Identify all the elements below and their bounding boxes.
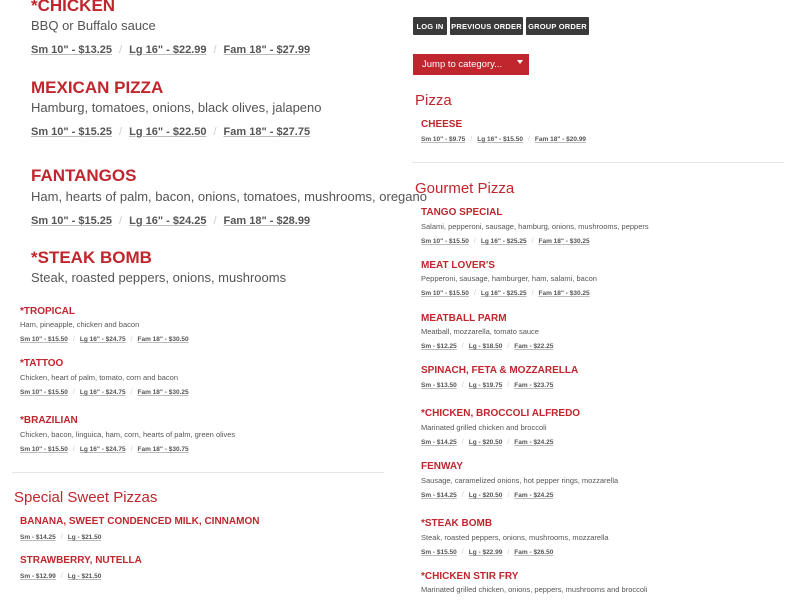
- separator: /: [473, 238, 476, 245]
- separator: /: [507, 439, 510, 446]
- size-option-small[interactable]: Sm - $14.25: [20, 534, 56, 541]
- size-option-small[interactable]: Sm - $13.50: [421, 382, 457, 389]
- item-name: FENWAY: [421, 461, 463, 472]
- item-description: Steak, roasted peppers, onions, mushrooms: [31, 270, 287, 285]
- item-name: MEXICAN PIZZA: [31, 78, 164, 97]
- separator: /: [213, 44, 217, 56]
- group-order-button[interactable]: GROUP ORDER: [526, 17, 589, 35]
- size-options: [421, 290, 590, 297]
- category-title: Special Sweet Pizzas: [14, 489, 158, 506]
- size-options: [20, 573, 101, 580]
- size-option-family[interactable]: Fam 18" - $27.99: [223, 44, 311, 56]
- size-option-family[interactable]: Fam 18" - $30.50: [137, 336, 189, 343]
- separator: /: [130, 446, 133, 453]
- item-name: BANANA, SWEET CONDENCED MILK, CINNAMON: [20, 516, 260, 527]
- size-option-small[interactable]: Sm 10" - $13.25: [31, 44, 113, 56]
- item-description: Pepperoni, sausage, hamburger, ham, salami, bacon: [421, 274, 597, 283]
- separator: /: [130, 389, 133, 396]
- size-option-small[interactable]: Sm - $14.25: [421, 492, 457, 499]
- size-option-small[interactable]: Sm 10" - $15.25: [31, 215, 113, 227]
- item-description: Salami, pepperoni, sausage, hamburg, onions, mushrooms, peppers: [421, 222, 649, 231]
- item-description: Marinated grilled chicken, onions, peppers, mushrooms and broccoli: [421, 585, 648, 594]
- item-description: Ham, pineapple, chicken and bacon: [20, 320, 140, 329]
- separator: /: [130, 336, 133, 343]
- separator: /: [72, 389, 75, 396]
- size-options: [421, 492, 553, 499]
- item-name: MEAT LOVER'S: [421, 260, 495, 271]
- section-divider: [412, 162, 784, 163]
- separator: /: [461, 549, 464, 556]
- separator: /: [119, 126, 123, 138]
- category-title: Pizza: [415, 92, 452, 109]
- size-options: [20, 534, 101, 541]
- size-option-large[interactable]: Lg - $20.50: [468, 439, 503, 446]
- separator: /: [507, 382, 510, 389]
- size-options: [20, 446, 189, 453]
- size-option-large[interactable]: Lg - $20.50: [468, 492, 503, 499]
- size-option-family[interactable]: Fam - $26.50: [514, 549, 554, 556]
- item-name: *CHICKEN STIR FRY: [421, 571, 519, 582]
- category-title: Gourmet Pizza: [415, 180, 515, 197]
- separator: /: [72, 336, 75, 343]
- item-name: CHEESE: [421, 119, 463, 130]
- separator: /: [531, 290, 534, 297]
- size-option-small[interactable]: Sm 10" - $15.50: [20, 389, 68, 396]
- separator: /: [119, 215, 123, 227]
- separator: /: [461, 382, 464, 389]
- size-option-small[interactable]: Sm 10" - $15.50: [421, 238, 469, 245]
- separator: /: [507, 492, 510, 499]
- size-option-family[interactable]: Fam 18" - $30.25: [538, 238, 590, 245]
- previous-order-button[interactable]: PREVIOUS ORDER: [450, 17, 523, 35]
- separator: /: [473, 290, 476, 297]
- item-description: BBQ or Buffalo sauce: [31, 18, 156, 33]
- size-option-small[interactable]: Sm 10" - $15.50: [20, 446, 68, 453]
- size-options: [31, 215, 310, 227]
- size-option-large[interactable]: Lg - $18.50: [468, 343, 503, 350]
- separator: /: [470, 136, 473, 143]
- size-option-family[interactable]: Fam - $24.25: [514, 492, 554, 499]
- size-option-large[interactable]: Lg 16" - $24.75: [79, 389, 126, 396]
- size-options: [31, 44, 310, 56]
- size-option-large[interactable]: Lg 16" - $24.25: [129, 215, 207, 227]
- size-option-family[interactable]: Fam - $23.75: [514, 382, 554, 389]
- login-button[interactable]: LOG IN: [413, 17, 447, 35]
- item-name: TANGO SPECIAL: [421, 207, 503, 218]
- size-option-large[interactable]: Lg 16" - $24.75: [79, 336, 126, 343]
- size-option-small[interactable]: Sm - $12.25: [421, 343, 457, 350]
- size-options: [421, 382, 553, 389]
- item-name: *TROPICAL: [20, 306, 75, 317]
- item-name: SPINACH, FETA & MOZZARELLA: [421, 365, 579, 376]
- size-option-large[interactable]: Lg 16" - $22.50: [129, 126, 207, 138]
- separator: /: [527, 136, 530, 143]
- item-description: Chicken, heart of palm, tomato, corn and bacon: [20, 373, 179, 382]
- item-description: Hamburg, tomatoes, onions, black olives, jalapeno: [31, 100, 322, 115]
- size-option-small[interactable]: Sm - $14.25: [421, 439, 457, 446]
- size-options: [20, 389, 189, 396]
- separator: /: [507, 343, 510, 350]
- size-option-small[interactable]: Sm - $12.99: [20, 573, 56, 580]
- size-option-large[interactable]: Lg 16" - $25.25: [480, 290, 527, 297]
- item-name: *CHICKEN: [31, 0, 116, 15]
- size-option-large[interactable]: Lg - $19.75: [468, 382, 503, 389]
- size-option-large[interactable]: Lg - $21.50: [67, 534, 102, 541]
- item-description: Ham, hearts of palm, bacon, onions, tomatoes, mushrooms, oregano: [31, 189, 427, 204]
- separator: /: [461, 343, 464, 350]
- item-name: *STEAK BOMB: [31, 248, 152, 267]
- separator: /: [119, 44, 123, 56]
- size-option-family[interactable]: Fam 18" - $27.75: [223, 126, 311, 138]
- separator: /: [507, 549, 510, 556]
- size-option-family[interactable]: Fam - $24.25: [514, 439, 554, 446]
- separator: /: [72, 446, 75, 453]
- item-description: Steak, roasted peppers, onions, mushrooms, mozzarella: [421, 533, 609, 542]
- jump-to-category-label: Jump to category...: [422, 59, 503, 70]
- size-options: [421, 549, 553, 556]
- size-option-small[interactable]: Sm 10" - $15.50: [20, 336, 68, 343]
- size-option-small[interactable]: Sm 10" - $15.25: [31, 126, 113, 138]
- separator: /: [60, 573, 63, 580]
- size-options: [421, 136, 586, 143]
- size-option-small[interactable]: Sm 10" - $15.50: [421, 290, 469, 297]
- caret-down-icon: [517, 60, 523, 64]
- size-option-family[interactable]: Fam 18" - $30.25: [137, 389, 189, 396]
- separator: /: [60, 534, 63, 541]
- size-option-small[interactable]: Sm 10" - $9.75: [421, 136, 466, 143]
- size-option-family[interactable]: Fam 18" - $30.25: [538, 290, 590, 297]
- item-name: *STEAK BOMB: [421, 518, 493, 529]
- size-option-small[interactable]: Sm - $15.50: [421, 549, 457, 556]
- size-options: [31, 126, 310, 138]
- size-options: [421, 439, 553, 446]
- section-divider: [12, 472, 384, 473]
- size-option-family[interactable]: Fam 18" - $28.99: [223, 215, 311, 227]
- separator: /: [213, 126, 217, 138]
- item-description: Chicken, bacon, linguica, ham, corn, hearts of palm, green olives: [20, 430, 236, 439]
- item-name: *BRAZILIAN: [20, 415, 78, 426]
- jump-to-category-dropdown[interactable]: [413, 54, 529, 75]
- size-option-family[interactable]: Fam 18" - $20.99: [534, 136, 587, 143]
- item-description: Meatball, mozzarella, tomato sauce: [421, 327, 539, 336]
- item-description: Marinated grilled chicken and broccoli: [421, 423, 547, 432]
- size-option-family[interactable]: Fam - $22.25: [514, 343, 554, 350]
- size-option-large[interactable]: Lg 16" - $25.25: [480, 238, 527, 245]
- item-name: FANTANGOS: [31, 166, 137, 185]
- size-option-large[interactable]: Lg 16" - $22.99: [129, 44, 207, 56]
- separator: /: [531, 238, 534, 245]
- item-name: *CHICKEN, BROCCOLI ALFREDO: [421, 408, 581, 419]
- size-options: [20, 336, 189, 343]
- size-option-large[interactable]: Lg - $22.99: [468, 549, 503, 556]
- size-options: [421, 343, 553, 350]
- size-option-large[interactable]: Lg - $21.50: [67, 573, 102, 580]
- size-option-large[interactable]: Lg 16" - $15.50: [477, 136, 523, 143]
- separator: /: [461, 492, 464, 499]
- size-option-large[interactable]: Lg 16" - $24.75: [79, 446, 126, 453]
- item-name: *TATTOO: [20, 358, 64, 369]
- size-option-family[interactable]: Fam 18" - $30.75: [137, 446, 189, 453]
- item-description: Sausage, caramelized onions, hot pepper rings, mozzarella: [421, 476, 619, 485]
- separator: /: [461, 439, 464, 446]
- separator: /: [213, 215, 217, 227]
- item-name: MEATBALL PARM: [421, 313, 507, 324]
- item-name: STRAWBERRY, NUTELLA: [20, 555, 142, 566]
- size-options: [421, 238, 590, 245]
